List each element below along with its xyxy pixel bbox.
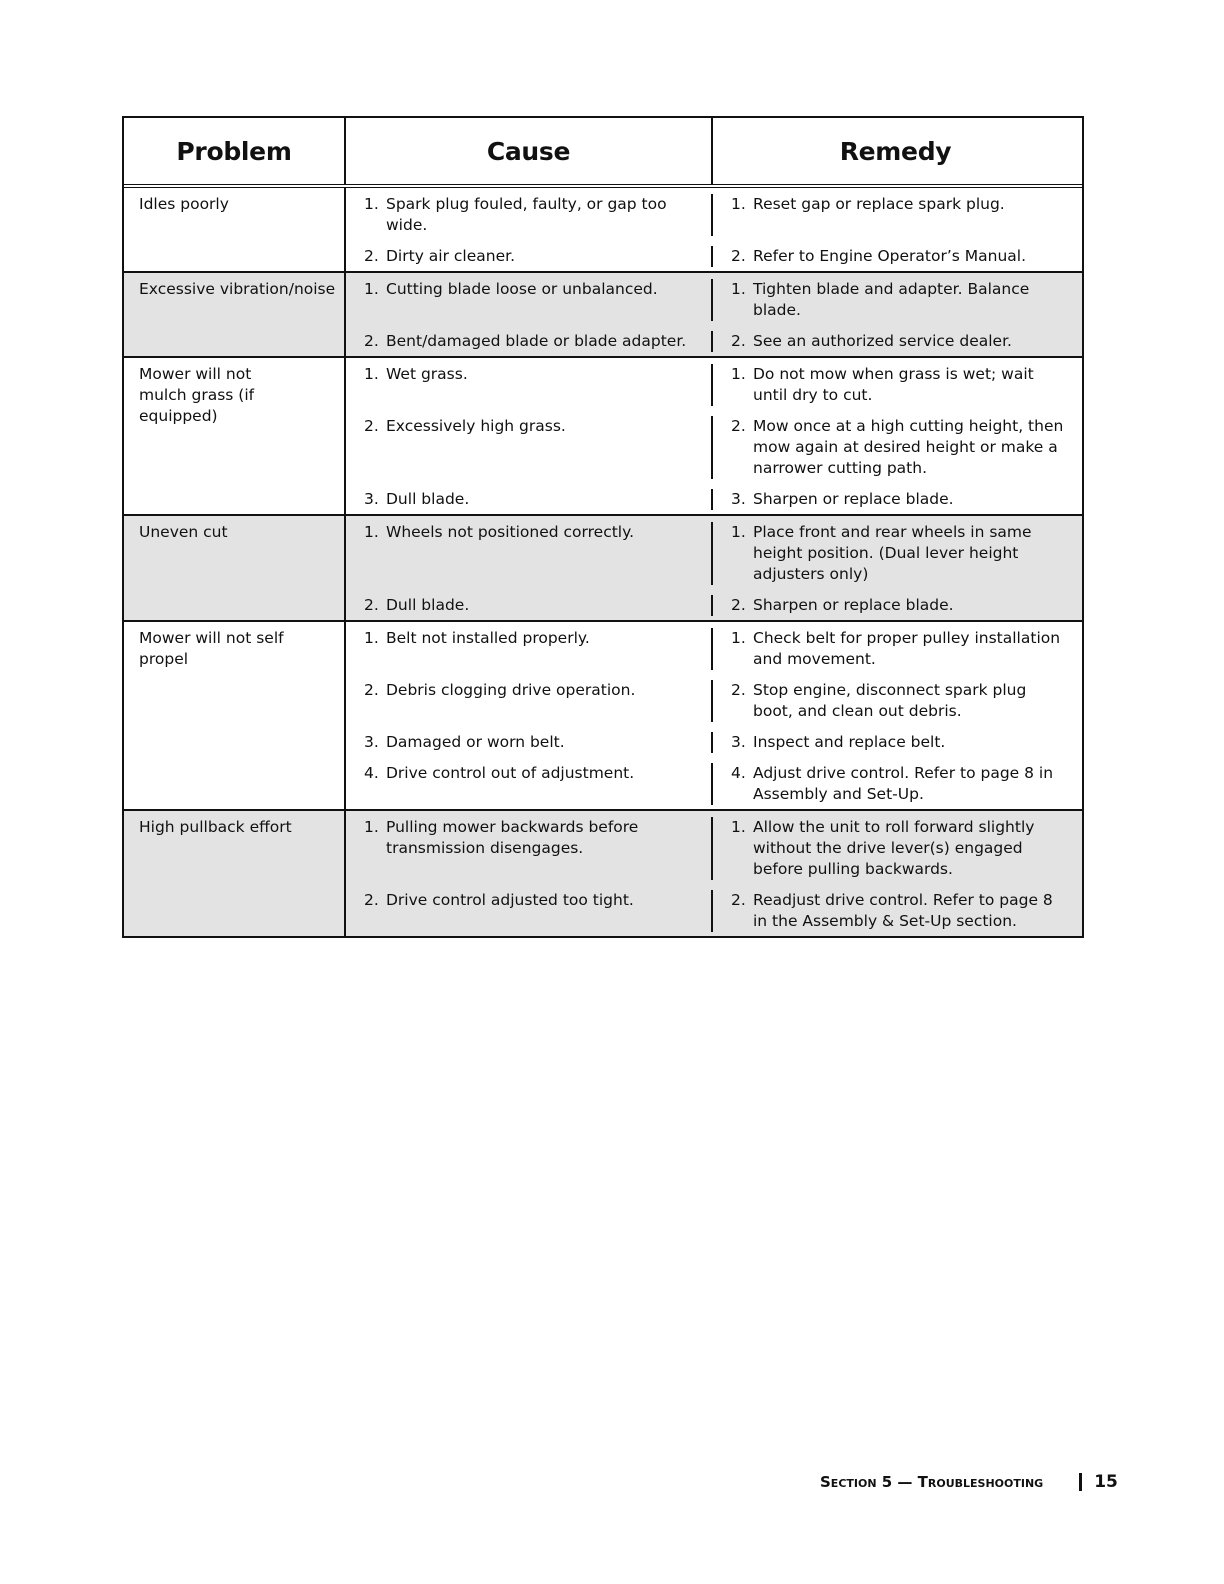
item-number: 1.	[364, 195, 379, 213]
header-cause: Cause	[346, 118, 713, 184]
cause-text: Pulling mower backwards before transmission disengages.	[386, 818, 639, 857]
item-number: 2.	[731, 891, 746, 909]
troubleshooting-table	[122, 116, 1084, 938]
item-number: 2.	[364, 681, 379, 699]
page-number: 15	[1094, 1472, 1118, 1492]
item-number: 3.	[731, 733, 746, 751]
cause-cell	[346, 331, 713, 352]
cause-text: Bent/damaged blade or blade adapter.	[386, 332, 687, 350]
remedy-cell	[713, 364, 1078, 406]
problem-cell: High pullback effort	[124, 811, 346, 936]
cause-remedy-pair	[346, 325, 1078, 356]
problem-cell: Uneven cut	[124, 516, 346, 620]
cause-remedy-list	[346, 188, 1078, 271]
cause-remedy-pair	[346, 483, 1078, 514]
remedy-text: Sharpen or replace blade.	[753, 490, 954, 508]
cause-cell	[346, 194, 713, 236]
item-number: 3.	[731, 490, 746, 508]
table-row	[124, 188, 1082, 271]
item-number: 3.	[364, 733, 379, 751]
table-row	[124, 271, 1082, 356]
cause-text: Drive control out of adjustment.	[386, 764, 635, 782]
item-number: 2.	[731, 417, 746, 435]
item-number: 2.	[731, 332, 746, 350]
cause-text: Wet grass.	[386, 365, 468, 383]
cause-remedy-pair	[346, 589, 1078, 620]
cause-cell	[346, 763, 713, 805]
remedy-cell	[713, 628, 1078, 670]
item-number: 1.	[364, 365, 379, 383]
remedy-cell	[713, 680, 1078, 722]
cause-text: Cutting blade loose or unbalanced.	[386, 280, 658, 298]
remedy-text: Reset gap or replace spark plug.	[753, 195, 1005, 213]
cause-remedy-pair	[346, 240, 1078, 271]
cause-remedy-pair	[346, 884, 1078, 936]
footer-divider	[1079, 1473, 1082, 1491]
cause-text: Wheels not positioned correctly.	[386, 523, 635, 541]
item-number: 1.	[731, 365, 746, 383]
cause-text: Belt not installed properly.	[386, 629, 590, 647]
item-number: 3.	[364, 490, 379, 508]
remedy-text: Allow the unit to roll forward slightly without the drive lever(s) engaged before pulling backwards.	[753, 818, 1035, 878]
item-number: 2.	[364, 332, 379, 350]
section-title: Section 5 — Troubleshooting	[820, 1473, 1044, 1491]
cause-text: Spark plug fouled, faulty, or gap too wide.	[386, 195, 667, 234]
page-footer	[820, 1472, 1118, 1492]
cause-text: Dull blade.	[386, 596, 470, 614]
cause-remedy-list	[346, 622, 1078, 809]
item-number: 1.	[731, 523, 746, 541]
remedy-text: See an authorized service dealer.	[753, 332, 1012, 350]
remedy-cell	[713, 522, 1078, 585]
cause-cell	[346, 817, 713, 880]
remedy-cell	[713, 331, 1078, 352]
item-number: 1.	[364, 523, 379, 541]
remedy-text: Place front and rear wheels in same height position. (Dual lever height adjusters only)	[753, 523, 1032, 583]
remedy-text: Inspect and replace belt.	[753, 733, 946, 751]
cause-remedy-list	[346, 811, 1078, 936]
cause-text: Damaged or worn belt.	[386, 733, 565, 751]
cause-text: Dirty air cleaner.	[386, 247, 515, 265]
remedy-text: Check belt for proper pulley installation and movement.	[753, 629, 1061, 668]
item-number: 1.	[731, 280, 746, 298]
remedy-cell	[713, 890, 1078, 932]
remedy-cell	[713, 763, 1078, 805]
remedy-cell	[713, 279, 1078, 321]
item-number: 1.	[364, 629, 379, 647]
header-remedy: Remedy	[839, 136, 952, 166]
cause-cell	[346, 732, 713, 753]
table-header	[124, 118, 1082, 188]
remedy-cell	[713, 732, 1078, 753]
cause-cell	[346, 890, 713, 932]
cause-cell	[346, 364, 713, 406]
table-row	[124, 620, 1082, 809]
cause-cell	[346, 628, 713, 670]
header-problem: Problem	[124, 118, 346, 184]
cause-cell	[346, 416, 713, 479]
cause-cell	[346, 680, 713, 722]
table-row	[124, 514, 1082, 620]
cause-remedy-pair	[346, 674, 1078, 726]
item-number: 2.	[364, 417, 379, 435]
cause-text: Drive control adjusted too tight.	[386, 891, 634, 909]
item-number: 4.	[364, 764, 379, 782]
item-number: 2.	[731, 247, 746, 265]
cause-remedy-pair	[346, 273, 1078, 325]
cause-remedy-list	[346, 516, 1078, 620]
problem-cell: Mower will not self propel	[124, 622, 346, 809]
remedy-text: Sharpen or replace blade.	[753, 596, 954, 614]
item-number: 4.	[731, 764, 746, 782]
remedy-text: Stop engine, disconnect spark plug boot, and clean out debris.	[753, 681, 1027, 720]
cause-remedy-pair	[346, 811, 1078, 884]
item-number: 1.	[364, 280, 379, 298]
remedy-text: Refer to Engine Operator’s Manual.	[753, 247, 1026, 265]
problem-cell: Mower will not mulch grass (if equipped)	[124, 358, 346, 514]
cause-cell	[346, 279, 713, 321]
item-number: 2.	[364, 891, 379, 909]
remedy-cell	[713, 595, 1078, 616]
remedy-cell	[713, 194, 1078, 236]
item-number: 1.	[364, 818, 379, 836]
table-row	[124, 809, 1082, 936]
table-body	[124, 188, 1082, 936]
remedy-cell	[713, 489, 1078, 510]
cause-text: Debris clogging drive operation.	[386, 681, 636, 699]
cause-remedy-list	[346, 273, 1078, 356]
cause-remedy-pair	[346, 358, 1078, 410]
cause-remedy-pair	[346, 726, 1078, 757]
table-row	[124, 356, 1082, 514]
cause-cell	[346, 246, 713, 267]
cause-remedy-pair	[346, 188, 1078, 240]
cause-remedy-pair	[346, 410, 1078, 483]
item-number: 2.	[731, 596, 746, 614]
remedy-text: Readjust drive control. Refer to page 8 in the Assembly & Set-Up section.	[753, 891, 1053, 930]
remedy-cell	[713, 416, 1078, 479]
problem-cell: Excessive vibration/noise	[124, 273, 346, 356]
remedy-cell	[713, 246, 1078, 267]
cause-cell	[346, 489, 713, 510]
cause-text: Excessively high grass.	[386, 417, 566, 435]
cause-remedy-pair	[346, 516, 1078, 589]
remedy-text: Do not mow when grass is wet; wait until dry to cut.	[753, 365, 1034, 404]
cause-remedy-list	[346, 358, 1078, 514]
cause-cell	[346, 522, 713, 585]
remedy-text: Mow once at a high cutting height, then mow again at desired height or make a narrower cutting path.	[753, 417, 1064, 477]
item-number: 2.	[731, 681, 746, 699]
item-number: 1.	[731, 818, 746, 836]
remedy-cell	[713, 817, 1078, 880]
cause-remedy-pair	[346, 622, 1078, 674]
remedy-text: Adjust drive control. Refer to page 8 in Assembly and Set-Up.	[753, 764, 1054, 803]
cause-remedy-pair	[346, 757, 1078, 809]
cause-cell	[346, 595, 713, 616]
cause-text: Dull blade.	[386, 490, 470, 508]
item-number: 2.	[364, 596, 379, 614]
item-number: 1.	[731, 195, 746, 213]
problem-cell: Idles poorly	[124, 188, 346, 271]
item-number: 2.	[364, 247, 379, 265]
item-number: 1.	[731, 629, 746, 647]
remedy-text: Tighten blade and adapter. Balance blade.	[753, 280, 1030, 319]
